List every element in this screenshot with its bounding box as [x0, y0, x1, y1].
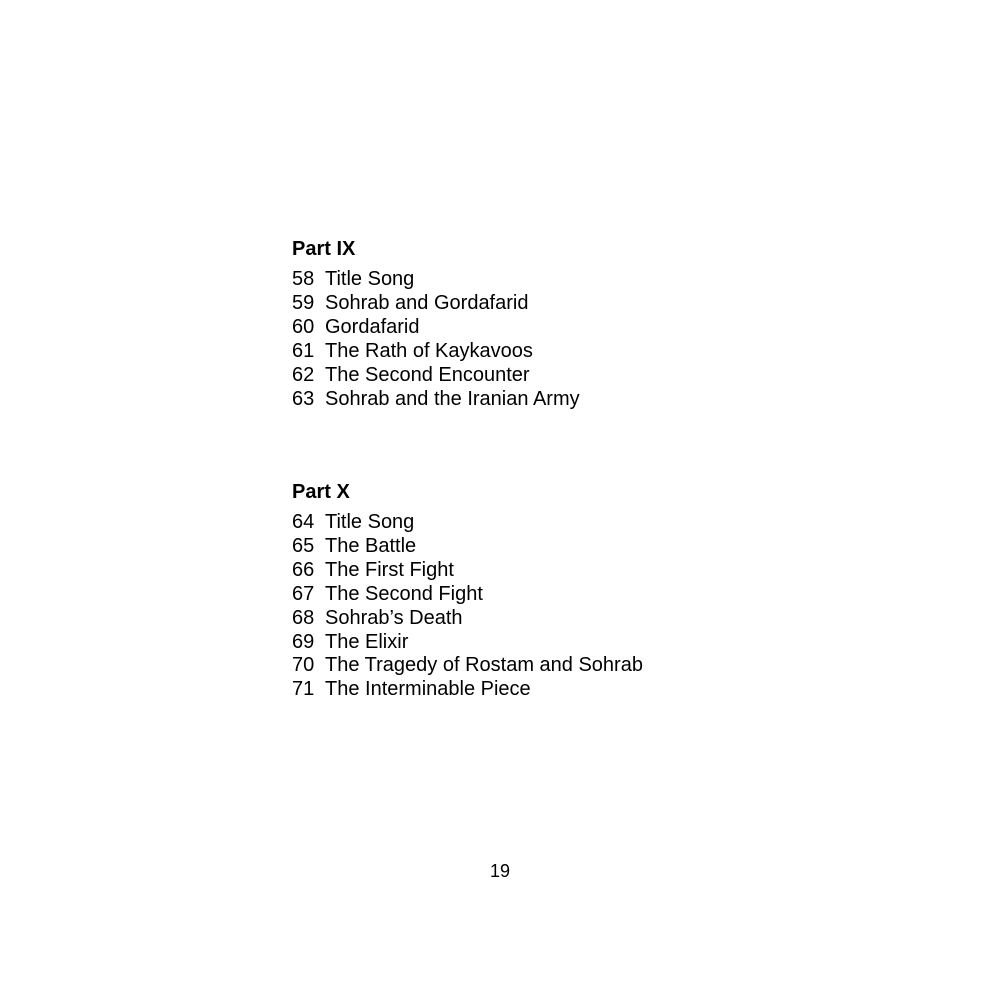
track-number: 64	[292, 511, 315, 533]
track-list	[292, 511, 643, 702]
part-heading: Part X	[292, 481, 350, 503]
track-title: The Second Fight	[325, 582, 483, 605]
track-title: The Interminable Piece	[325, 678, 531, 701]
track-number: 63	[292, 387, 315, 410]
track-item	[292, 316, 580, 340]
track-number: 66	[292, 558, 315, 581]
track-item	[292, 607, 643, 631]
track-title: Title Song	[325, 268, 415, 290]
track-title: Sohrab and the Iranian Army	[325, 387, 580, 410]
track-title: The Tragedy of Rostam and Sohrab	[325, 654, 643, 677]
track-item	[292, 268, 580, 292]
track-number: 61	[292, 339, 315, 362]
track-number: 68	[292, 606, 315, 629]
track-title: The Elixir	[325, 630, 409, 653]
track-number: 62	[292, 363, 315, 386]
track-number: 58	[292, 268, 315, 290]
part-x-section	[292, 479, 643, 702]
track-number: 67	[292, 582, 315, 605]
track-title: The First Fight	[325, 558, 454, 581]
track-number: 69	[292, 630, 315, 653]
track-item	[292, 583, 643, 607]
track-item	[292, 511, 643, 535]
track-item	[292, 631, 643, 655]
track-item	[292, 535, 643, 559]
track-title: The Rath of Kaykavoos	[325, 339, 533, 362]
part-ix-section	[292, 236, 580, 411]
page-number: 19	[489, 861, 511, 881]
track-title: The Second Encounter	[325, 363, 530, 386]
track-item	[292, 364, 580, 388]
track-number: 71	[292, 678, 315, 701]
part-heading: Part IX	[292, 238, 356, 260]
track-item	[292, 340, 580, 364]
track-number: 65	[292, 534, 315, 557]
track-item	[292, 292, 580, 316]
track-title: Gordafarid	[325, 315, 420, 338]
track-title: Sohrab’s Death	[325, 606, 463, 629]
track-item	[292, 678, 643, 702]
track-number: 70	[292, 654, 315, 677]
track-title: The Battle	[325, 534, 417, 557]
track-title: Sohrab and Gordafarid	[325, 291, 529, 314]
track-item	[292, 654, 643, 678]
track-list	[292, 268, 580, 411]
track-title: Title Song	[325, 511, 415, 533]
track-item	[292, 388, 580, 412]
track-number: 59	[292, 291, 315, 314]
track-number: 60	[292, 315, 315, 338]
track-item	[292, 559, 643, 583]
